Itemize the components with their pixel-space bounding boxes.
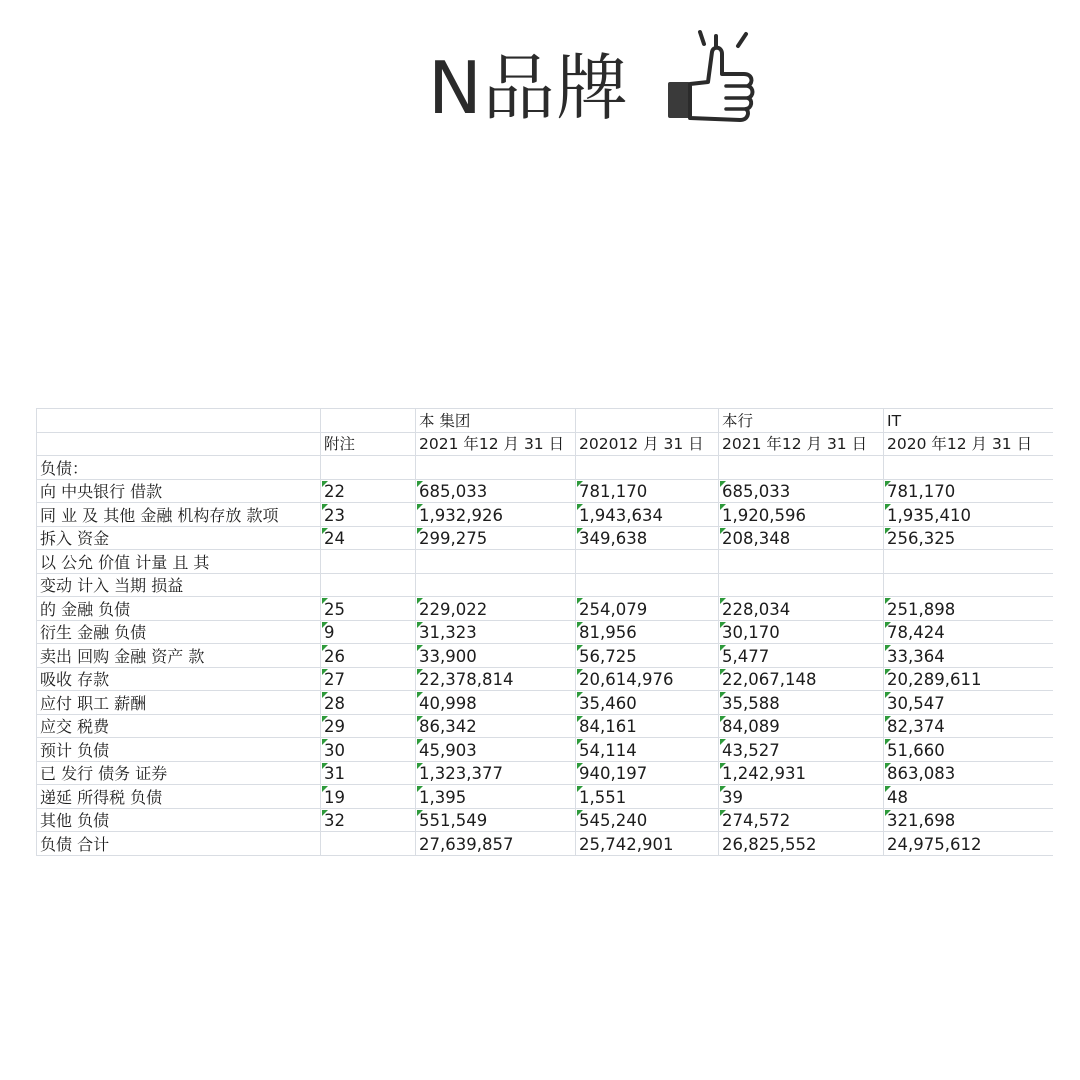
value-cell[interactable]: 685,033 — [416, 479, 576, 503]
note-cell[interactable]: 22 — [321, 479, 416, 503]
table-row — [37, 785, 1053, 809]
value-cell[interactable] — [884, 550, 1053, 574]
header-cell[interactable]: 附注 — [321, 432, 416, 456]
header-cell[interactable] — [37, 432, 321, 456]
value-cell[interactable]: 25,742,901 — [576, 832, 719, 856]
note-cell[interactable] — [321, 832, 416, 856]
value-cell[interactable] — [719, 456, 884, 480]
value-cell[interactable]: 33,364 — [884, 644, 1053, 668]
value-cell[interactable]: 48 — [884, 785, 1053, 809]
value-cell[interactable]: 208,348 — [719, 526, 884, 550]
table-row — [37, 597, 1053, 621]
table-row — [37, 503, 1053, 527]
note-cell[interactable] — [321, 550, 416, 574]
value-cell[interactable]: 1,242,931 — [719, 761, 884, 785]
value-cell[interactable] — [719, 550, 884, 574]
table-row — [37, 573, 1053, 597]
value-cell[interactable]: 321,698 — [884, 808, 1053, 832]
table-body — [37, 409, 1053, 856]
value-cell[interactable]: 1,323,377 — [416, 761, 576, 785]
row-label-cell[interactable]: 以 公允 价值 计量 且 其 — [37, 550, 321, 574]
note-cell[interactable]: 27 — [321, 667, 416, 691]
value-cell[interactable]: 31,323 — [416, 620, 576, 644]
row-label-cell[interactable]: 预计 负债 — [37, 738, 321, 762]
note-cell[interactable]: 19 — [321, 785, 416, 809]
header-cell[interactable]: 2021 年12 月 31 日 — [719, 432, 884, 456]
value-cell[interactable]: 45,903 — [416, 738, 576, 762]
value-cell[interactable]: 1,920,596 — [719, 503, 884, 527]
value-cell[interactable]: 940,197 — [576, 761, 719, 785]
value-cell[interactable]: 685,033 — [719, 479, 884, 503]
value-cell[interactable] — [416, 456, 576, 480]
thumbs-up-icon — [664, 28, 760, 128]
note-cell[interactable]: 30 — [321, 738, 416, 762]
header-cell[interactable]: 2020 年12 月 31 日 — [884, 432, 1053, 456]
value-cell[interactable]: 22,378,814 — [416, 667, 576, 691]
value-cell[interactable]: 84,089 — [719, 714, 884, 738]
value-cell[interactable]: 1,932,926 — [416, 503, 576, 527]
value-cell[interactable]: 78,424 — [884, 620, 1053, 644]
value-cell[interactable]: 20,614,976 — [576, 667, 719, 691]
note-cell[interactable]: 24 — [321, 526, 416, 550]
value-cell[interactable]: 30,170 — [719, 620, 884, 644]
note-cell[interactable] — [321, 573, 416, 597]
header-cell[interactable]: 2021 年12 月 31 日 — [416, 432, 576, 456]
header-cell[interactable]: 202012 月 31 日 — [576, 432, 719, 456]
value-cell[interactable]: 43,527 — [719, 738, 884, 762]
note-cell[interactable]: 9 — [321, 620, 416, 644]
value-cell[interactable] — [576, 550, 719, 574]
value-cell[interactable]: 56,725 — [576, 644, 719, 668]
value-cell[interactable] — [719, 573, 884, 597]
table-header-row-entity — [37, 409, 1053, 433]
table-row — [37, 761, 1053, 785]
table-row — [37, 456, 1053, 480]
note-cell[interactable]: 31 — [321, 761, 416, 785]
row-label-cell[interactable]: 吸收 存款 — [37, 667, 321, 691]
value-cell[interactable]: 781,170 — [884, 479, 1053, 503]
row-label-cell[interactable]: 其他 负债 — [37, 808, 321, 832]
page-header — [0, 28, 1080, 138]
value-cell[interactable]: 33,900 — [416, 644, 576, 668]
value-cell[interactable]: 545,240 — [576, 808, 719, 832]
value-cell[interactable]: 35,588 — [719, 691, 884, 715]
row-label-cell[interactable]: 应交 税费 — [37, 714, 321, 738]
row-label-cell[interactable]: 应付 职工 薪酬 — [37, 691, 321, 715]
table-row — [37, 644, 1053, 668]
table-row — [37, 714, 1053, 738]
value-cell[interactable]: 1,943,634 — [576, 503, 719, 527]
note-cell[interactable] — [321, 456, 416, 480]
row-label-cell[interactable]: 负债 合计 — [37, 832, 321, 856]
row-label-cell[interactable]: 衍生 金融 负债 — [37, 620, 321, 644]
value-cell[interactable]: 86,342 — [416, 714, 576, 738]
header-cell[interactable] — [576, 409, 719, 433]
value-cell[interactable]: 254,079 — [576, 597, 719, 621]
value-cell[interactable]: 30,547 — [884, 691, 1053, 715]
row-label-cell[interactable]: 同 业 及 其他 金融 机构存放 款项 — [37, 503, 321, 527]
value-cell[interactable]: 51,660 — [884, 738, 1053, 762]
value-cell[interactable]: 551,549 — [416, 808, 576, 832]
header-cell[interactable]: 本 集团 — [416, 409, 576, 433]
value-cell[interactable]: 54,114 — [576, 738, 719, 762]
value-cell[interactable]: 22,067,148 — [719, 667, 884, 691]
value-cell[interactable]: 39 — [719, 785, 884, 809]
value-cell[interactable]: 1,551 — [576, 785, 719, 809]
note-cell[interactable]: 25 — [321, 597, 416, 621]
row-label-cell[interactable]: 的 金融 负债 — [37, 597, 321, 621]
row-label-cell[interactable]: 负债： — [37, 456, 321, 480]
table-row — [37, 620, 1053, 644]
value-cell[interactable]: 863,083 — [884, 761, 1053, 785]
table-row — [37, 479, 1053, 503]
row-label-cell[interactable]: 递延 所得税 负债 — [37, 785, 321, 809]
value-cell[interactable] — [416, 550, 576, 574]
balance-sheet-table — [36, 408, 1052, 856]
value-cell[interactable]: 20,289,611 — [884, 667, 1053, 691]
value-cell[interactable] — [576, 456, 719, 480]
value-cell[interactable]: 1,935,410 — [884, 503, 1053, 527]
value-cell[interactable] — [576, 573, 719, 597]
row-label-cell[interactable]: 卖出 回购 金融 资产 款 — [37, 644, 321, 668]
value-cell[interactable]: 26,825,552 — [719, 832, 884, 856]
value-cell[interactable]: 1,395 — [416, 785, 576, 809]
table-row — [37, 550, 1053, 574]
note-cell[interactable]: 32 — [321, 808, 416, 832]
table-row — [37, 832, 1053, 856]
table-header-row-date — [37, 432, 1053, 456]
value-cell[interactable]: 40,998 — [416, 691, 576, 715]
row-label-cell[interactable]: 变动 计入 当期 损益 — [37, 573, 321, 597]
value-cell[interactable]: 781,170 — [576, 479, 719, 503]
value-cell[interactable]: 251,898 — [884, 597, 1053, 621]
header-cell[interactable]: 本行 — [719, 409, 884, 433]
table-row — [37, 691, 1053, 715]
table-row — [37, 808, 1053, 832]
header-cell[interactable]: IT — [884, 409, 1053, 433]
value-cell[interactable]: 24,975,612 — [884, 832, 1053, 856]
value-cell[interactable]: 5,477 — [719, 644, 884, 668]
value-cell[interactable]: 256,325 — [884, 526, 1053, 550]
page-title: N品牌 — [428, 46, 629, 130]
value-cell[interactable]: 349,638 — [576, 526, 719, 550]
value-cell[interactable]: 84,161 — [576, 714, 719, 738]
note-cell[interactable]: 26 — [321, 644, 416, 668]
note-cell[interactable]: 23 — [321, 503, 416, 527]
value-cell[interactable] — [416, 573, 576, 597]
row-label-cell[interactable]: 拆入 资金 — [37, 526, 321, 550]
value-cell[interactable]: 82,374 — [884, 714, 1053, 738]
table-row — [37, 526, 1053, 550]
value-cell[interactable] — [884, 573, 1053, 597]
value-cell[interactable]: 274,572 — [719, 808, 884, 832]
value-cell[interactable]: 35,460 — [576, 691, 719, 715]
value-cell[interactable]: 229,022 — [416, 597, 576, 621]
value-cell[interactable]: 299,275 — [416, 526, 576, 550]
value-cell[interactable]: 81,956 — [576, 620, 719, 644]
note-cell[interactable]: 28 — [321, 691, 416, 715]
row-label-cell[interactable]: 已 发行 债务 证券 — [37, 761, 321, 785]
value-cell[interactable]: 228,034 — [719, 597, 884, 621]
value-cell[interactable]: 27,639,857 — [416, 832, 576, 856]
header-cell[interactable] — [321, 409, 416, 433]
value-cell[interactable] — [884, 456, 1053, 480]
row-label-cell[interactable]: 向 中央银行 借款 — [37, 479, 321, 503]
table-row — [37, 738, 1053, 762]
note-cell[interactable]: 29 — [321, 714, 416, 738]
header-cell[interactable] — [37, 409, 321, 433]
table-row — [37, 667, 1053, 691]
